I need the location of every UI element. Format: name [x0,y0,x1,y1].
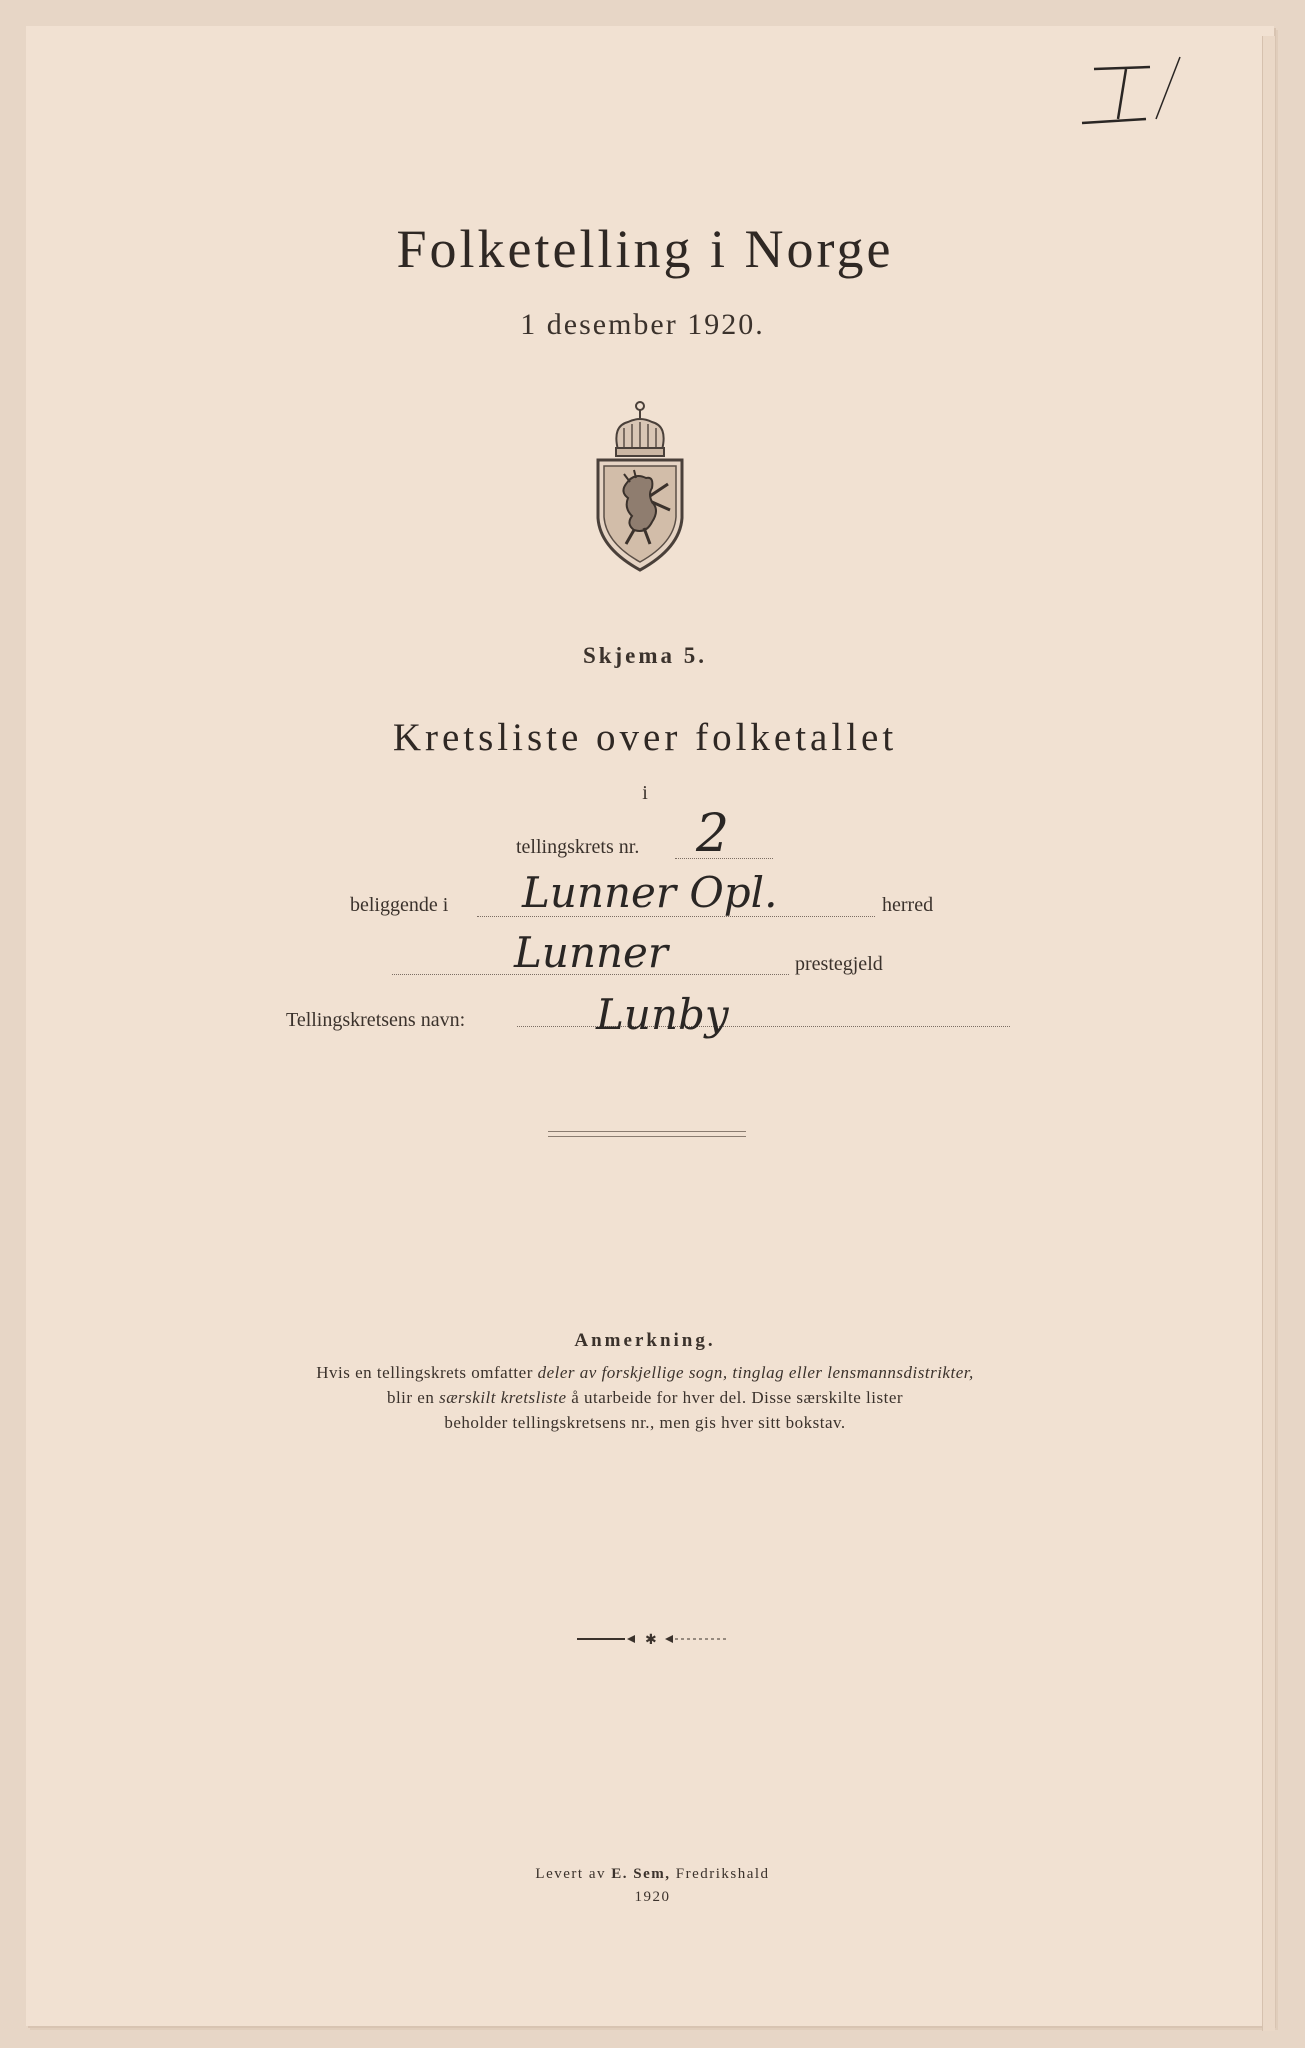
remark-line-2-italic: særskilt kretsliste [439,1388,567,1407]
remark-line-1-plain: Hvis en tellingskrets omfatter [316,1363,538,1382]
prestegjeld-label: prestegjeld [795,953,883,975]
remark-line-1-italic: deler av forskjellige sogn, tinglag eller lensmannsdistrikter, [537,1363,974,1382]
kretsnavn-dotline [517,1026,1010,1027]
handwritten-mark-icon [1080,55,1190,135]
schema-number: Skjema 5. [582,643,708,668]
remark-text [150,1360,1140,1435]
tellingskrets-value[interactable]: 2 [696,804,730,864]
tellingskrets-label: tellingskrets nr. [516,836,640,858]
printer-location: Fredrikshald [670,1866,770,1882]
beliggende-label: beliggende i [350,894,449,916]
remark-line-1 [150,1360,1140,1385]
printer-line [0,1863,1305,1886]
remark-title: Anmerkning. [574,1330,716,1351]
remark-line-2-rest: å utarbeide for hver del. Disse særskilte lister [566,1388,904,1407]
herred-label: herred [882,894,934,916]
printer-year: 1920 [634,1889,671,1905]
printer-prefix: Levert av [535,1866,612,1882]
kretsnavn-label: Tellingskretsens navn: [286,1009,466,1031]
remark-line-2-plain: blir en [386,1388,440,1407]
norwegian-coat-of-arms-icon [590,398,690,573]
ornament-icon [575,1632,730,1646]
remark-line-2 [150,1385,1140,1410]
kretsnavn-value[interactable]: Lunby [596,990,729,1039]
svg-text:✱: ✱ [645,1632,657,1646]
printer-name: E. Sem, [611,1866,671,1882]
census-date: 1 desember 1920. [520,308,765,341]
page-title: Folketelling i Norge [396,219,894,279]
form-heading: Kretsliste over folketallet [392,716,898,759]
section-divider [548,1131,746,1137]
beliggende-value[interactable]: Lunner Opl. [522,868,778,917]
margin-mark [1080,55,1190,140]
remark-line-3: beholder tellingskretsens nr., men gis hver sitt bokstav. [444,1413,846,1432]
printer-footer [0,1863,1305,1909]
heading-preposition: i [642,782,648,804]
prestegjeld-value[interactable]: Lunner [514,928,668,977]
ornament-divider [575,1632,730,1651]
coat-of-arms [590,398,690,578]
